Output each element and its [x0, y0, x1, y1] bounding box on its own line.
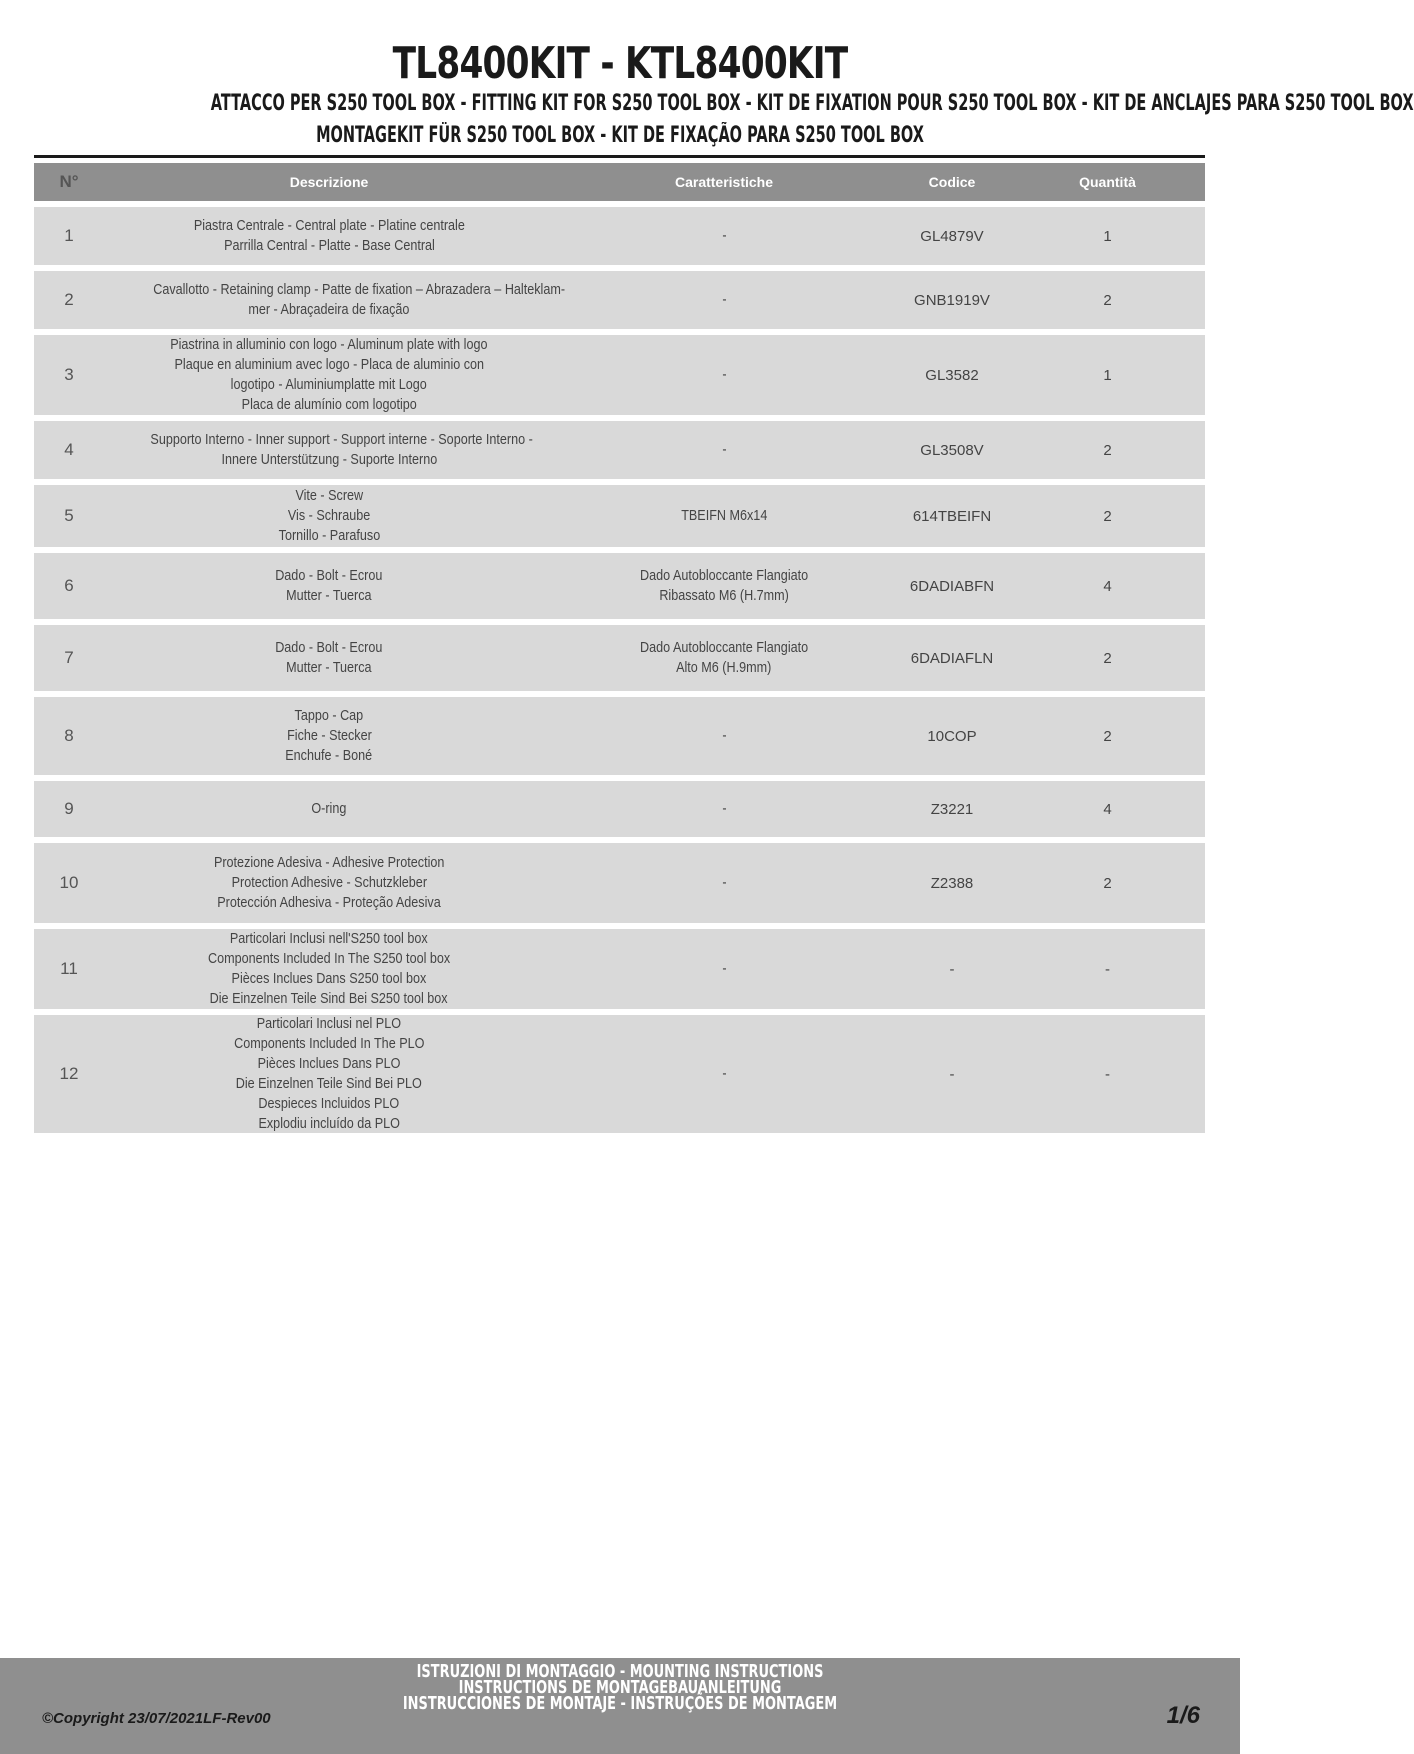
description-line [114, 375, 544, 395]
cell-num: 10 [59, 873, 79, 892]
description-text: Mutter - Tuerca [286, 659, 372, 676]
characteristics-line [554, 566, 894, 586]
characteristics-line [554, 506, 894, 526]
characteristics-text: Dado Autobloccante Flangiato [639, 567, 809, 584]
characteristics-line [554, 959, 894, 979]
table-row [34, 781, 1205, 837]
description-text: Explodiu incluído da PLO [258, 1115, 400, 1132]
cell-code: 6DADIABFN [909, 577, 995, 595]
cell-num: 8 [64, 726, 74, 745]
cell-code: 10COP [927, 727, 977, 745]
description-line [114, 395, 544, 415]
description-text: logotipo - Aluminiumplatte mit Logo [230, 376, 428, 393]
cell-quantity: 4 [1103, 800, 1112, 818]
description-text: Die Einzelnen Teile Sind Bei S250 tool box [210, 990, 448, 1007]
cell-quantity: 2 [1103, 507, 1112, 525]
table-body [34, 207, 1205, 1133]
description-line [114, 989, 544, 1009]
cell-code: - [949, 960, 955, 978]
description-line [114, 969, 544, 989]
description-line [114, 929, 544, 949]
description-text: Die Einzelnen Teile Sind Bei PLO [235, 1075, 423, 1092]
description-text: Vis - Schraube [287, 507, 371, 524]
title-divider [34, 155, 1205, 158]
characteristics-line [554, 726, 894, 746]
description-text: Protection Adhesive - Schutzkleber [231, 874, 427, 891]
description-text: Vite - Screw [295, 487, 363, 504]
cell-code: Z3221 [930, 800, 974, 818]
characteristics-text: Alto M6 (H.9mm) [676, 659, 772, 676]
cell-quantity: 2 [1103, 291, 1112, 309]
cell-num: 11 [60, 959, 78, 978]
characteristics-line [554, 799, 894, 819]
description-line [114, 300, 544, 320]
characteristics-text: - [721, 227, 727, 244]
cell-num: 6 [64, 576, 74, 595]
cell-num: 4 [64, 440, 74, 459]
description-line [114, 1014, 544, 1034]
description-text: Particolari Inclusi nell'S250 tool box [230, 930, 428, 947]
description-line [114, 450, 544, 470]
cell-num: 7 [64, 648, 74, 667]
description-text: Piastra Centrale - Central plate - Platine centrale [193, 217, 465, 234]
characteristics-text: Ribassato M6 (H.7mm) [659, 587, 789, 604]
cell-code: - [949, 1065, 955, 1083]
description-line [114, 355, 544, 375]
characteristics-line [554, 873, 894, 893]
description-text: Plaque en aluminium avec logo - Placa de aluminio con [174, 356, 484, 373]
description-line [114, 586, 544, 606]
cell-quantity: 1 [1103, 227, 1112, 245]
description-text: Fiche - Stecker [286, 727, 372, 744]
header-characteristics: Caratteristiche [674, 174, 774, 190]
description-line [114, 726, 544, 746]
description-line [114, 526, 544, 546]
table-row [34, 271, 1205, 329]
description-text: Enchufe - Boné [285, 747, 373, 764]
characteristics-text: - [721, 441, 727, 458]
cell-num: 12 [59, 1064, 79, 1083]
characteristics-text: - [721, 1065, 727, 1082]
cell-num: 1 [64, 226, 74, 245]
cell-description [104, 929, 554, 1009]
characteristics-line [554, 1064, 894, 1084]
cell-quantity: 2 [1103, 649, 1112, 667]
characteristics-line [554, 440, 894, 460]
characteristics-text: TBEIFN M6x14 [680, 507, 768, 524]
cell-characteristics [554, 566, 894, 606]
footer-line-2: INSTRUCTIONS DE MONTAGEBAUANLEITUNG [458, 1677, 782, 1698]
description-line [114, 280, 566, 300]
characteristics-line [554, 290, 894, 310]
subtitle-line-2: MONTAGEKIT FÜR S250 TOOL BOX - KIT DE FIXAÇÃO PARA S250 TOOL BOX [316, 123, 924, 148]
footer-instructions [0, 1661, 1240, 1714]
characteristics-line [554, 638, 894, 658]
table-row [34, 1015, 1205, 1133]
header-num: N° [59, 172, 79, 191]
cell-quantity: - [1105, 960, 1110, 978]
table-header-row [34, 163, 1205, 201]
cell-characteristics [554, 638, 894, 678]
description-text: Despieces Incluidos PLO [258, 1095, 400, 1112]
cell-code: Z2388 [930, 874, 974, 892]
description-text: Pièces Inclues Dans PLO [257, 1055, 401, 1072]
description-line [114, 216, 544, 236]
table-row [34, 207, 1205, 265]
description-line [114, 1114, 544, 1134]
characteristics-text: - [721, 291, 727, 308]
characteristics-text: - [721, 960, 727, 977]
cell-description [104, 280, 566, 320]
description-line [114, 1074, 544, 1094]
cell-characteristics [554, 726, 894, 746]
description-text: Supporto Interno - Inner support - Support interne - Soporte Interno - [150, 431, 533, 448]
cell-description [104, 853, 554, 913]
description-line [114, 486, 544, 506]
cell-description [104, 638, 554, 678]
table-row [34, 697, 1205, 775]
table-row [34, 553, 1205, 619]
characteristics-line [554, 365, 894, 385]
description-text: Protezione Adesiva - Adhesive Protection [213, 854, 445, 871]
cell-num: 2 [64, 290, 74, 309]
cell-num: 9 [64, 799, 74, 818]
cell-characteristics [554, 290, 894, 310]
description-text: Piastrina in alluminio con logo - Aluminum plate with logo [170, 336, 488, 353]
description-text: Dado - Bolt - Ecrou [275, 567, 383, 584]
cell-quantity: 1 [1103, 366, 1112, 384]
description-text: Mutter - Tuerca [286, 587, 372, 604]
cell-quantity: 2 [1103, 727, 1112, 745]
characteristics-line [554, 226, 894, 246]
table-row [34, 625, 1205, 691]
table-row [34, 421, 1205, 479]
cell-quantity: 2 [1103, 441, 1112, 459]
description-line [114, 1054, 544, 1074]
description-text: Particolari Inclusi nel PLO [256, 1015, 402, 1032]
cell-code: GL3508V [920, 441, 984, 459]
cell-characteristics [554, 1064, 894, 1084]
footer-line-3: INSTRUCCIONES DE MONTAJE - INSTRUÇÕES DE MONTAGEM [402, 1693, 838, 1714]
characteristics-text: - [721, 800, 727, 817]
description-text: O-ring [311, 800, 347, 817]
description-line [114, 893, 544, 913]
cell-description [104, 486, 554, 546]
cell-description [104, 430, 554, 470]
description-line [114, 566, 544, 586]
description-line [114, 949, 544, 969]
description-line [114, 236, 544, 256]
cell-code: GL3582 [925, 366, 979, 384]
description-text: Cavallotto - Retaining clamp - Patte de fixation – Abrazadera – Halteklam- [153, 281, 566, 298]
subtitle-line-1: ATTACCO PER S250 TOOL BOX - FITTING KIT FOR S250 TOOL BOX - KIT DE FIXATION POUR S250 TOOL BOX - KIT DE ANCLAJES PARA S250 TOOL BOX [210, 91, 1414, 116]
description-text: Placa de alumínio com logotipo [241, 396, 417, 413]
cell-characteristics [554, 226, 894, 246]
description-line [114, 873, 544, 893]
cell-quantity: 4 [1103, 577, 1112, 595]
description-text: Innere Unterstützung - Suporte Interno [221, 451, 437, 468]
header-code: Codice [928, 174, 976, 190]
description-text: Components Included In The S250 tool box [207, 950, 451, 967]
footer-line-1: ISTRUZIONI DI MONTAGGIO - MOUNTING INSTRUCTIONS [416, 1661, 824, 1682]
cell-characteristics [554, 365, 894, 385]
cell-characteristics [554, 506, 894, 526]
description-line [114, 506, 544, 526]
cell-description [104, 216, 554, 256]
cell-description [104, 706, 554, 766]
description-line [114, 658, 544, 678]
characteristics-text: - [721, 727, 727, 744]
table-row [34, 335, 1205, 415]
description-text: Dado - Bolt - Ecrou [275, 639, 383, 656]
description-text: Parrilla Central - Platte - Base Central [223, 237, 435, 254]
parts-table [34, 163, 1205, 1139]
table-row [34, 929, 1205, 1009]
description-text: Protección Adhesiva - Proteção Adesiva [217, 894, 441, 911]
table-row [34, 843, 1205, 923]
characteristics-text: Dado Autobloccante Flangiato [639, 639, 809, 656]
description-line [114, 430, 544, 450]
description-line [114, 746, 544, 766]
characteristics-text: - [721, 874, 727, 891]
description-line [114, 706, 544, 726]
cell-num: 5 [64, 506, 74, 525]
cell-description [104, 335, 554, 415]
description-text: Tappo - Cap [294, 707, 364, 724]
table-row [34, 485, 1205, 547]
cell-characteristics [554, 440, 894, 460]
characteristics-line [554, 658, 894, 678]
characteristics-text: - [721, 366, 727, 383]
description-line [114, 853, 544, 873]
page-number: 1/6 [1166, 1702, 1200, 1729]
cell-characteristics [554, 959, 894, 979]
header-description: Descrizione [289, 174, 369, 190]
cell-code: 614TBEIFN [912, 507, 992, 525]
description-line [114, 799, 544, 819]
cell-code: 6DADIAFLN [910, 649, 994, 667]
document-title: TL8400KIT - KTL8400KIT [392, 38, 848, 89]
header-quantity: Quantità [1079, 174, 1136, 190]
description-line [114, 638, 544, 658]
cell-code: GL4879V [920, 227, 984, 245]
cell-description [104, 1014, 554, 1134]
cell-num: 3 [64, 365, 74, 384]
description-line [114, 335, 544, 355]
cell-code: GNB1919V [914, 291, 990, 309]
cell-description [104, 566, 554, 606]
cell-quantity: 2 [1103, 874, 1112, 892]
characteristics-line [554, 586, 894, 606]
cell-characteristics [554, 799, 894, 819]
cell-characteristics [554, 873, 894, 893]
copyright-text: ©Copyright 23/07/2021LF-Rev00 [42, 1710, 271, 1727]
footer-bar [0, 1658, 1240, 1754]
description-text: Components Included In The PLO [233, 1035, 425, 1052]
description-text: Pièces Inclues Dans S250 tool box [231, 970, 427, 987]
description-line [114, 1034, 544, 1054]
cell-quantity: - [1105, 1065, 1110, 1083]
cell-description [104, 799, 554, 819]
description-text: mer - Abraçadeira de fixação [248, 301, 410, 318]
description-text: Tornillo - Parafuso [278, 527, 380, 544]
description-line [114, 1094, 544, 1114]
